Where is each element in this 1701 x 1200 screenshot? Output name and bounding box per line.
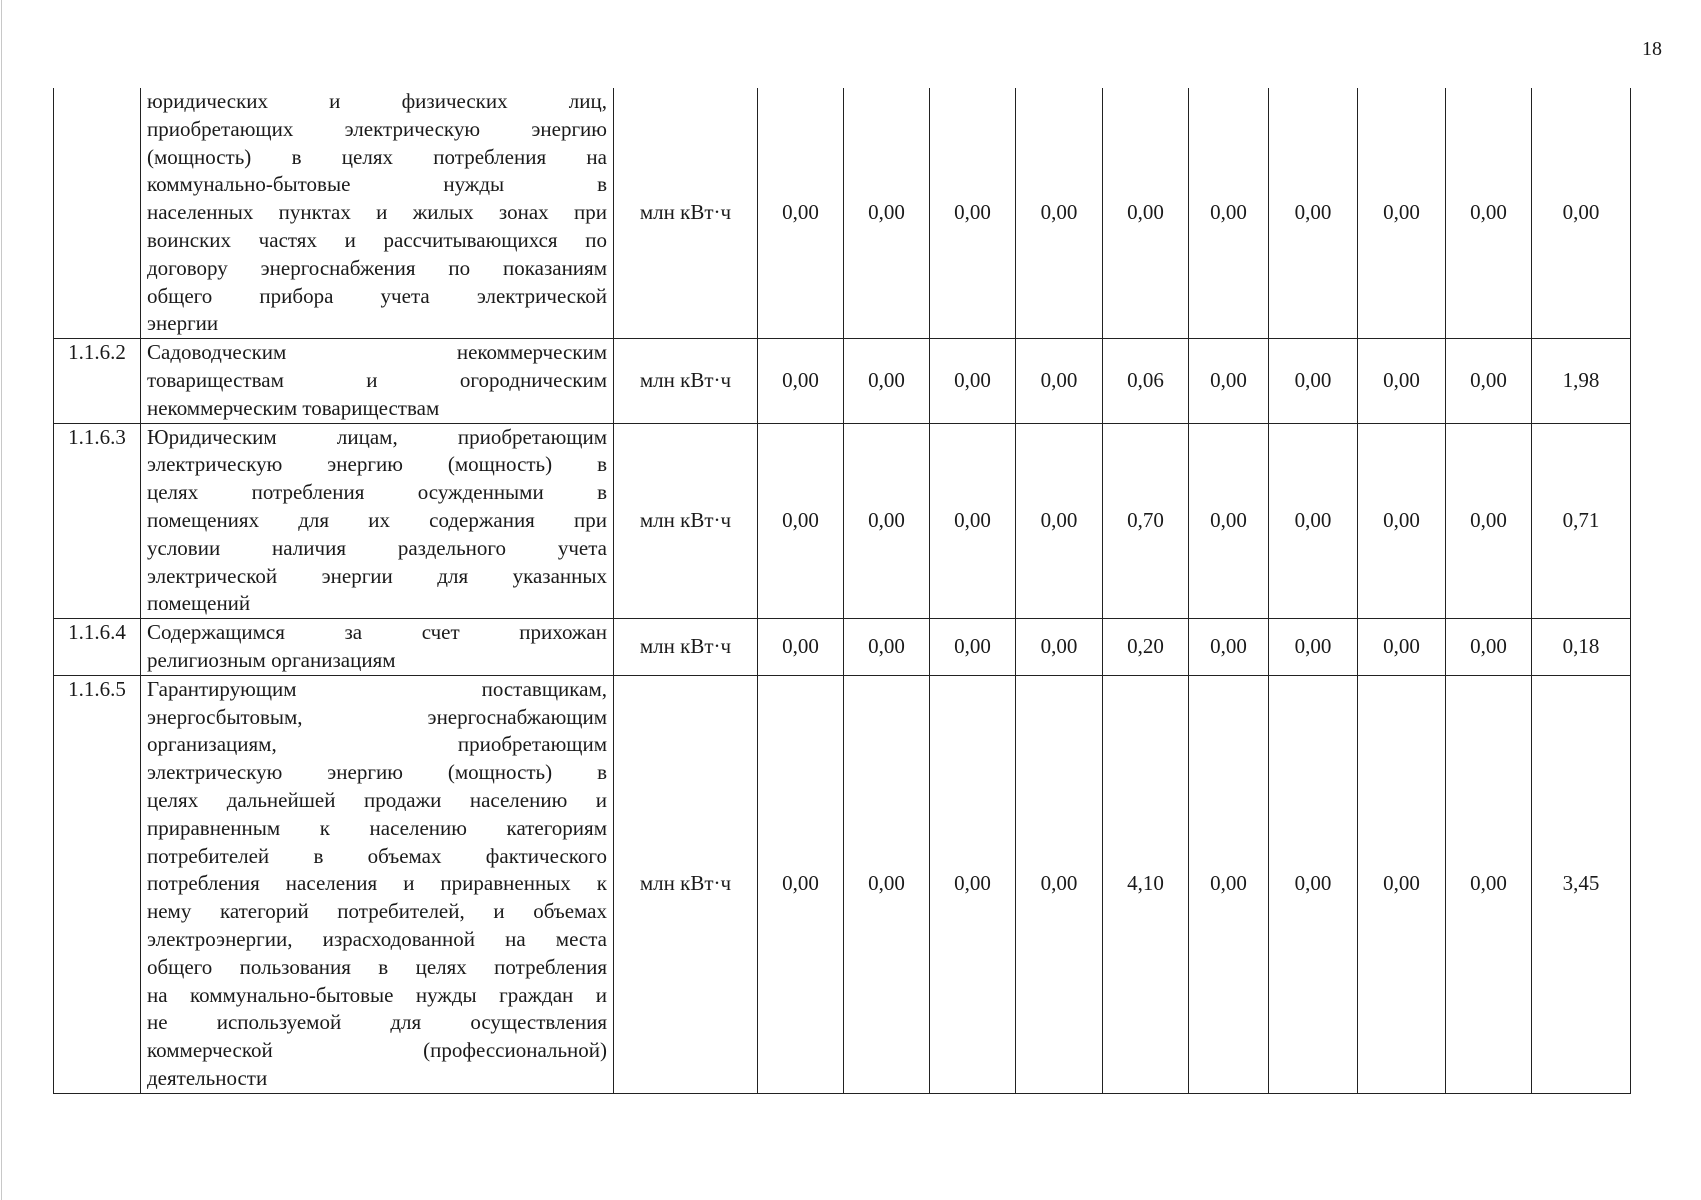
description-line: помещений: [147, 591, 251, 616]
description-line: деятельности: [147, 1065, 268, 1090]
value-cell: 0,00: [1269, 423, 1358, 619]
value-cell: 0,00: [1446, 619, 1532, 676]
row-code: 1.1.6.2: [54, 339, 141, 423]
description-line: договору энергоснабжения по показаниям: [147, 255, 607, 280]
description-line: электрическую энергию (мощность) в: [147, 760, 607, 785]
description-line: коммунально-бытовые нужды в: [147, 172, 607, 197]
value-cell: 0,00: [1269, 88, 1358, 339]
value-cell: 0,00: [1269, 339, 1358, 423]
value-cell: 0,00: [1016, 88, 1103, 339]
description-line: целях дальнейшей продажи населению и: [147, 787, 607, 812]
value-cell: 4,10: [1103, 675, 1189, 1093]
description-line: общего пользования в целях потребления: [147, 954, 607, 979]
description-line: товариществам и огородническим: [147, 367, 607, 392]
value-cell: 0,00: [844, 423, 930, 619]
value-cell: 0,00: [758, 423, 844, 619]
value-cell: 0,00: [1358, 88, 1446, 339]
description-line: электрическую энергию (мощность) в: [147, 452, 607, 477]
row-unit: млн кВт·ч: [614, 88, 758, 339]
value-cell: 0,06: [1103, 339, 1189, 423]
table-row: [54, 88, 1631, 339]
description-line: потребителей в объемах фактического: [147, 843, 607, 868]
value-cell: 0,00: [844, 619, 930, 676]
description-line: не используемой для осуществления: [147, 1010, 607, 1035]
value-cell: 0,20: [1103, 619, 1189, 676]
table-row: [54, 675, 1631, 1093]
row-code: [54, 88, 141, 339]
value-cell: 0,00: [844, 675, 930, 1093]
value-cell: 0,00: [930, 619, 1016, 676]
value-cell: 0,00: [844, 339, 930, 423]
value-cell: 0,00: [1189, 88, 1269, 339]
value-cell: 0,00: [1358, 423, 1446, 619]
description-line: условии наличия раздельного учета: [147, 535, 607, 560]
description-line: общего прибора учета электрической: [147, 283, 607, 308]
value-cell: 0,71: [1532, 423, 1631, 619]
value-cell: 0,00: [1446, 675, 1532, 1093]
description-line: Содержащимся за счет прихожан: [147, 620, 607, 645]
value-cell: 0,00: [1358, 619, 1446, 676]
description-line: некоммерческим товариществам: [147, 395, 440, 420]
value-cell: 0,00: [1189, 339, 1269, 423]
row-description: [141, 339, 614, 423]
value-cell: 0,00: [758, 619, 844, 676]
description-line: энергосбытовым, энергоснабжающим: [147, 704, 607, 729]
value-cell: 1,98: [1532, 339, 1631, 423]
table-body: [54, 88, 1631, 1093]
description-line: электроэнергии, израсходованной на места: [147, 926, 607, 951]
value-cell: 0,00: [930, 88, 1016, 339]
description-line: воинских частях и рассчитывающихся по: [147, 227, 607, 252]
value-cell: 0,00: [1016, 675, 1103, 1093]
energy-consumption-table: [53, 88, 1631, 1094]
row-description: [141, 675, 614, 1093]
description-line: помещениях для их содержания при: [147, 507, 607, 532]
value-cell: 0,00: [758, 88, 844, 339]
value-cell: 0,00: [1358, 675, 1446, 1093]
description-line: энергии: [147, 311, 219, 336]
description-line: организациям, приобретающим: [147, 732, 607, 757]
row-unit: млн кВт·ч: [614, 339, 758, 423]
value-cell: 0,00: [1103, 88, 1189, 339]
value-cell: 0,00: [1016, 619, 1103, 676]
row-code: 1.1.6.5: [54, 675, 141, 1093]
value-cell: 0,00: [1269, 675, 1358, 1093]
row-unit: млн кВт·ч: [614, 675, 758, 1093]
row-description: [141, 619, 614, 676]
row-unit: млн кВт·ч: [614, 423, 758, 619]
description-line: Гарантирующим поставщикам,: [147, 676, 607, 701]
description-line: электрической энергии для указанных: [147, 563, 607, 588]
value-cell: 0,00: [930, 423, 1016, 619]
description-line: коммерческой (профессиональной): [147, 1038, 607, 1063]
description-line: религиозным организациям: [147, 647, 396, 672]
description-line: юридических и физических лиц,: [147, 89, 607, 113]
page-number: 18: [1642, 38, 1662, 60]
table-row: [54, 423, 1631, 619]
value-cell: 0,00: [1016, 339, 1103, 423]
value-cell: 3,45: [1532, 675, 1631, 1093]
value-cell: 0,00: [930, 675, 1016, 1093]
description-line: Юридическим лицам, приобретающим: [147, 424, 607, 449]
value-cell: 0,00: [1358, 339, 1446, 423]
description-line: потребления населения и приравненных к: [147, 871, 607, 896]
value-cell: 0,70: [1103, 423, 1189, 619]
row-description: [141, 423, 614, 619]
value-cell: 0,00: [1189, 675, 1269, 1093]
description-line: Садоводческим некоммерческим: [147, 340, 607, 365]
value-cell: 0,00: [758, 675, 844, 1093]
description-line: населенных пунктах и жилых зонах при: [147, 200, 607, 225]
row-unit: млн кВт·ч: [614, 619, 758, 676]
value-cell: 0,00: [844, 88, 930, 339]
value-cell: 0,00: [758, 339, 844, 423]
value-cell: 0,00: [1532, 88, 1631, 339]
value-cell: 0,00: [930, 339, 1016, 423]
table-row: [54, 339, 1631, 423]
description-line: целях потребления осужденными в: [147, 480, 607, 505]
value-cell: 0,00: [1016, 423, 1103, 619]
value-cell: 0,00: [1446, 423, 1532, 619]
scan-edge-line: [1, 0, 2, 1200]
row-code: 1.1.6.4: [54, 619, 141, 676]
description-line: на коммунально-бытовые нужды граждан и: [147, 982, 607, 1007]
value-cell: 0,00: [1189, 619, 1269, 676]
value-cell: 0,18: [1532, 619, 1631, 676]
value-cell: 0,00: [1446, 88, 1532, 339]
value-cell: 0,00: [1189, 423, 1269, 619]
row-description: [141, 88, 614, 339]
value-cell: 0,00: [1269, 619, 1358, 676]
table-row: [54, 619, 1631, 676]
description-line: (мощность) в целях потребления на: [147, 144, 607, 169]
description-line: приобретающих электрическую энергию: [147, 116, 607, 141]
value-cell: 0,00: [1446, 339, 1532, 423]
description-line: нему категорий потребителей, и объемах: [147, 899, 607, 924]
description-line: приравненным к населению категориям: [147, 815, 607, 840]
row-code: 1.1.6.3: [54, 423, 141, 619]
